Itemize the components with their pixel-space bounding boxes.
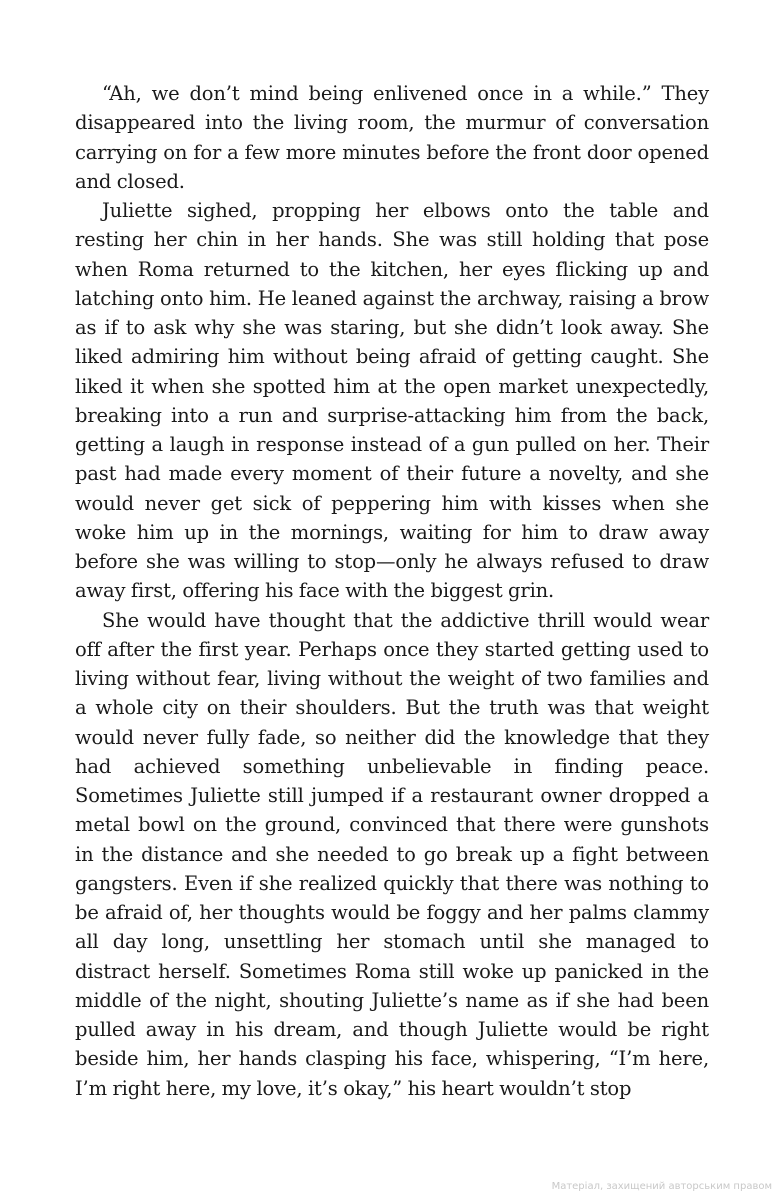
paragraph-2: Juliette sighed, propping her elbows onto the table and resting her chin in her hands. She was still holding that pose when Roma returned to the kitchen, her eyes flicking up and latching onto him. He leaned against the archway, raising a brow as if to ask why she was staring, but she didn’t look away. She liked admiring him without being afraid of getting caught. She liked it when she spotted him at the open market unexpectedly, breaking into a run and surprise-attacking him from the back, getting a laugh in response instead of a gun pulled on her. Their past had made every moment of their future a novelty, and she would never get sick of peppering him with kisses when she woke him up in the mornings, waiting for him to draw away before she was willing to stop—only he always refused to draw away first, offering his face with the biggest grin. — [75, 199, 709, 603]
paragraph-1: “Ah, we don’t mind being enlivened once in a while.” They disappeared into the living room, the murmur of conversation carrying on for a few more minutes before the front door opened and closed. — [75, 82, 709, 193]
copyright-watermark: Матеріал, захищений авторським правом — [551, 1181, 772, 1192]
book-page-body — [75, 79, 709, 1103]
paragraph-3: She would have thought that the addictive thrill would wear off after the first year. Perhaps once they started getting used to living without fear, living without the weight of two families and a whole city on their shoulders. But the truth was that weight would never fully fade, so neither did the knowledge that they had achieved something unbelievable in finding peace. Sometimes Juliette still jumped if a restaurant owner dropped a metal bowl on the ground, convinced that there were gunshots in the distance and she needed to go break up a fight between gangsters. Even if she realized quickly that there was nothing to be afraid of, her thoughts would be foggy and her palms clammy all day long, unsettling her stomach until she managed to distract herself. Sometimes Roma still woke up panicked in the middle of the night, shouting Juliette’s name as if she had been pulled away in his dream, and though Juliette would be right beside him, her hands clasping his face, whispering, “I’m here, I’m right here, my love, it’s okay,” his heart wouldn’t stop — [75, 608, 709, 1100]
